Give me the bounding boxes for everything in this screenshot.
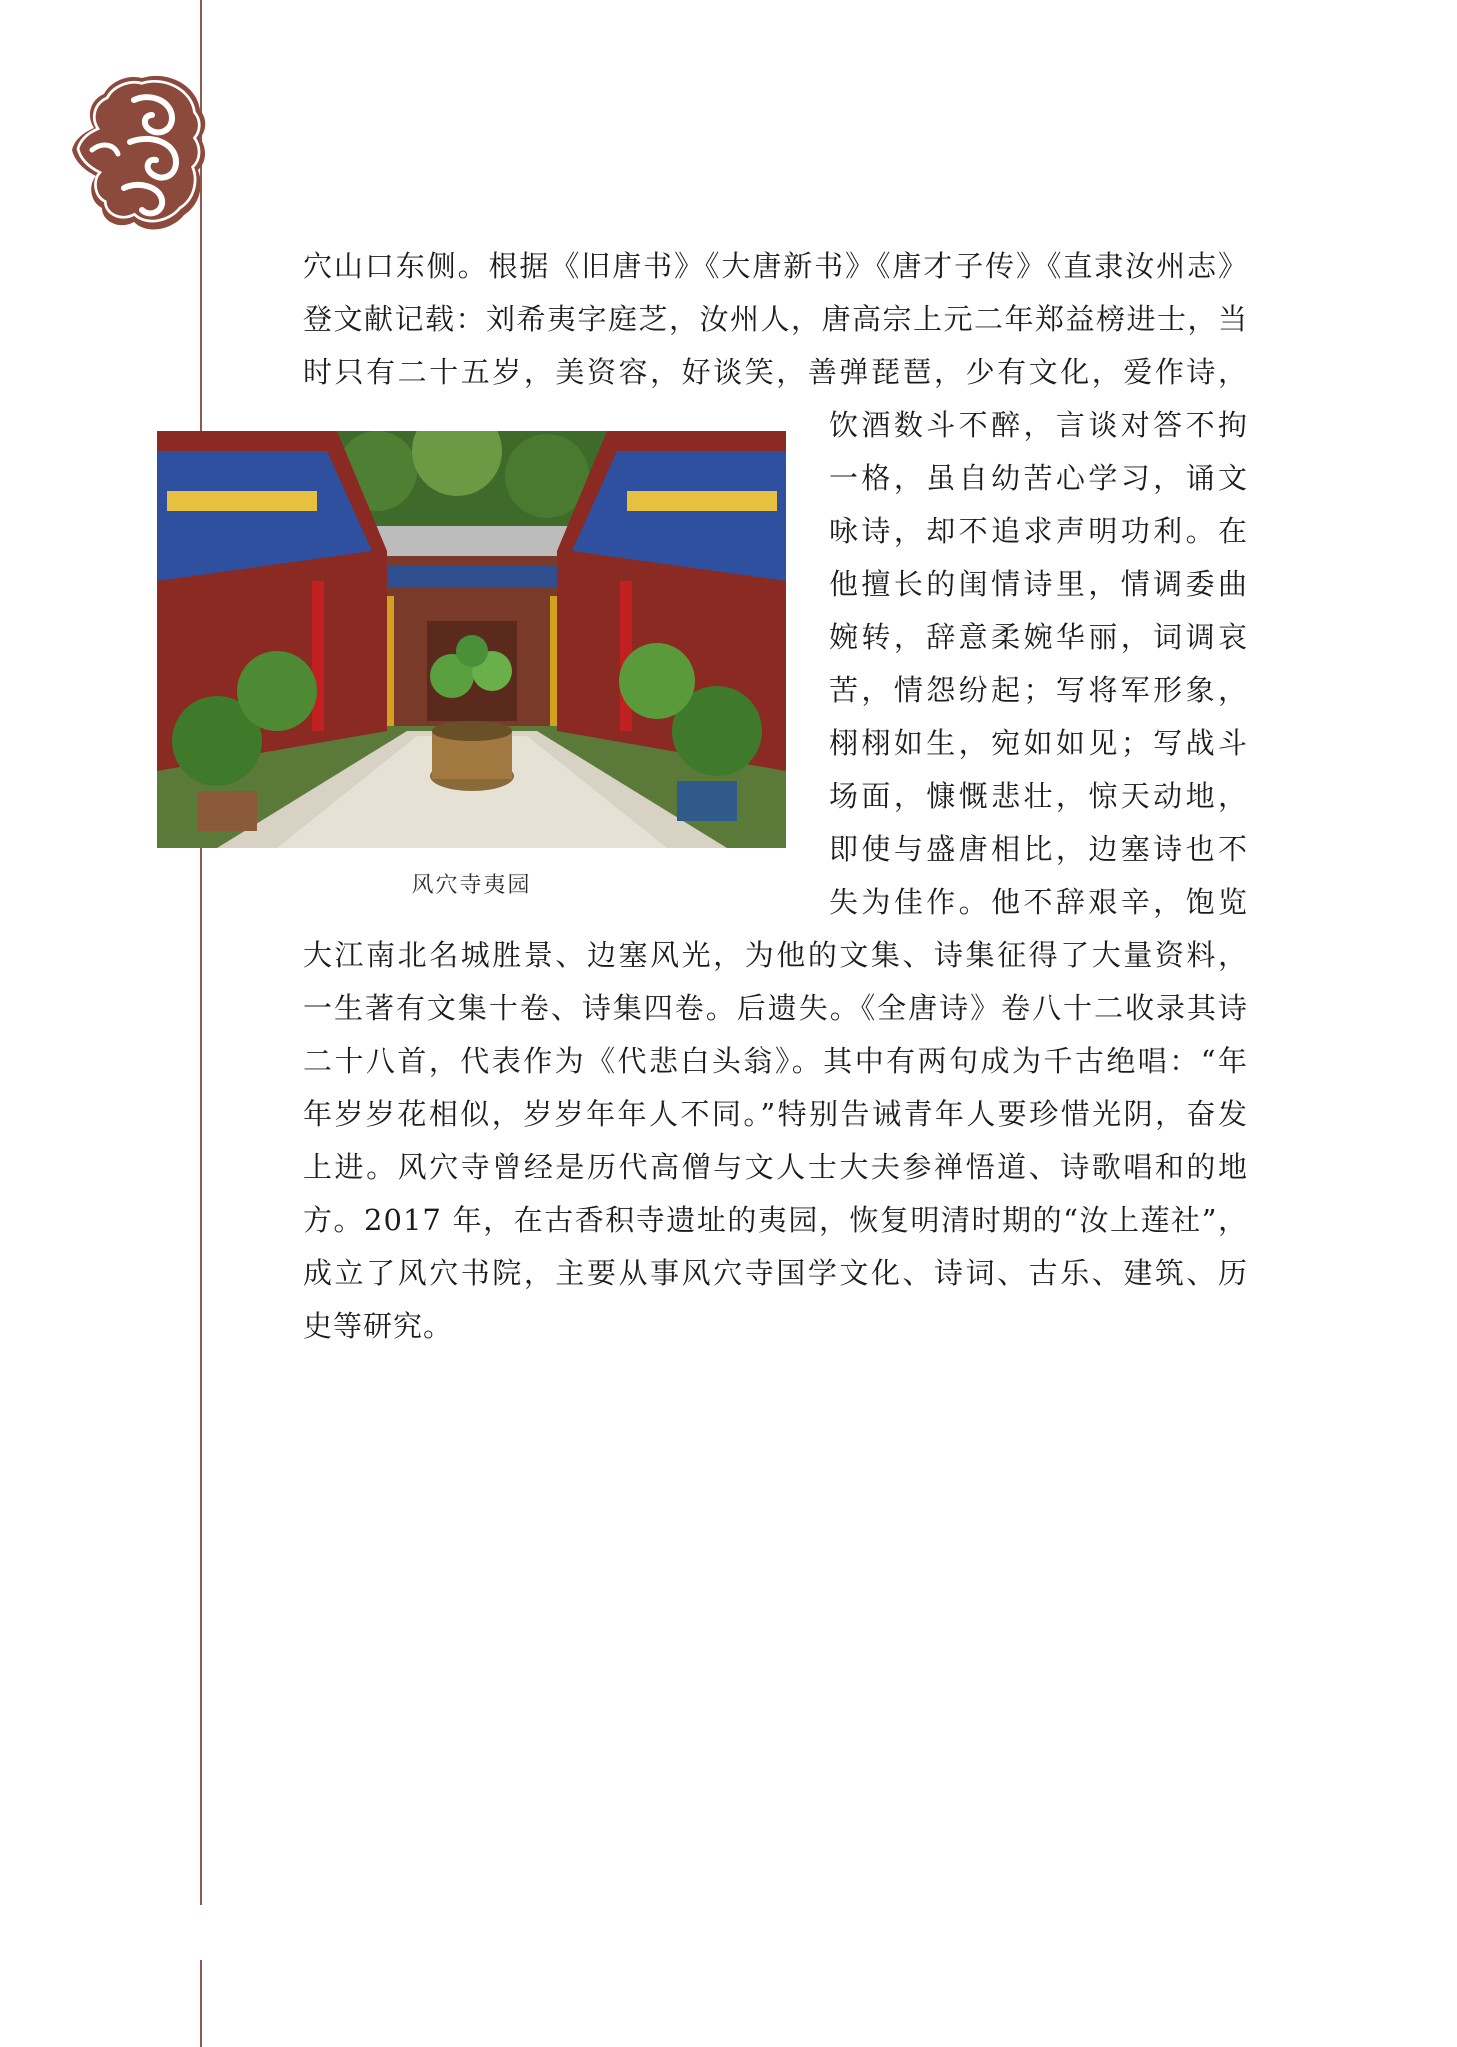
margin-rule-bottom [200,1960,202,2047]
photo-caption: 风穴寺夷园 [411,873,532,898]
text-line: 一格，虽自幼苦心学习，诵文 [829,461,1248,495]
text-line: 失为佳作。他不辞艰辛，饱览 [829,885,1248,919]
text-line: 大江南北名城胜景、边塞风光，为他的文集、诗集征得了大量资料， [303,938,1248,972]
text-line: 即使与盛唐相比，边塞诗也不 [829,832,1248,866]
text-line: 场面，慷慨悲壮，惊天动地， [829,779,1248,813]
paragraph-side [829,399,1248,929]
text-line: 穴山口东侧。根据《旧唐书》《大唐新书》《唐才子传》《直隶汝州志》 [303,249,1248,283]
paragraph-bottom [303,929,1248,1353]
margin-rule [200,0,202,1905]
text-line: 饮酒数斗不醉，言谈对答不拘 [829,408,1248,442]
text-line: 栩栩如生，宛如如见；写战斗 [829,726,1248,760]
cloud-scroll-icon [72,70,207,235]
text-line: 一生著有文集十卷、诗集四卷。后遗失。《全唐诗》卷八十二收录其诗 [303,991,1248,1025]
text-line: 上进。风穴寺曾经是历代高僧与文人士大夫参禅悟道、诗歌唱和的地 [303,1150,1248,1184]
paragraph-top [303,240,1248,399]
text-line: 婉转，辞意柔婉华丽，词调哀 [829,620,1248,654]
text-line: 苦，情怨纷起；写将军形象， [829,673,1248,707]
text-line: 登文献记载：刘希夷字庭芝，汝州人，唐高宗上元二年郑益榜进士，当 [303,302,1248,336]
text-line: 他擅长的闺情诗里，情调委曲 [829,567,1248,601]
text-line: 史等研究。 [303,1309,454,1343]
courtyard-photo [157,431,786,848]
text-line: 二十八首，代表作为《代悲白头翁》。其中有两句成为千古绝唱：“年 [303,1044,1248,1078]
text-line: 方。2017 年，在古香积寺遗址的夷园，恢复明清时期的“汝上莲社”， [303,1203,1248,1237]
text-line: 咏诗，却不追求声明功利。在 [829,514,1248,548]
text-line: 时只有二十五岁，美资容，好谈笑，善弹琵琶，少有文化，爱作诗， [303,355,1248,389]
text-line: 成立了风穴书院，主要从事风穴寺国学文化、诗词、古乐、建筑、历 [303,1256,1248,1290]
text-line: 年岁岁花相似，岁岁年年人不同。”特别告诫青年人要珍惜光阴，奋发 [303,1097,1248,1131]
